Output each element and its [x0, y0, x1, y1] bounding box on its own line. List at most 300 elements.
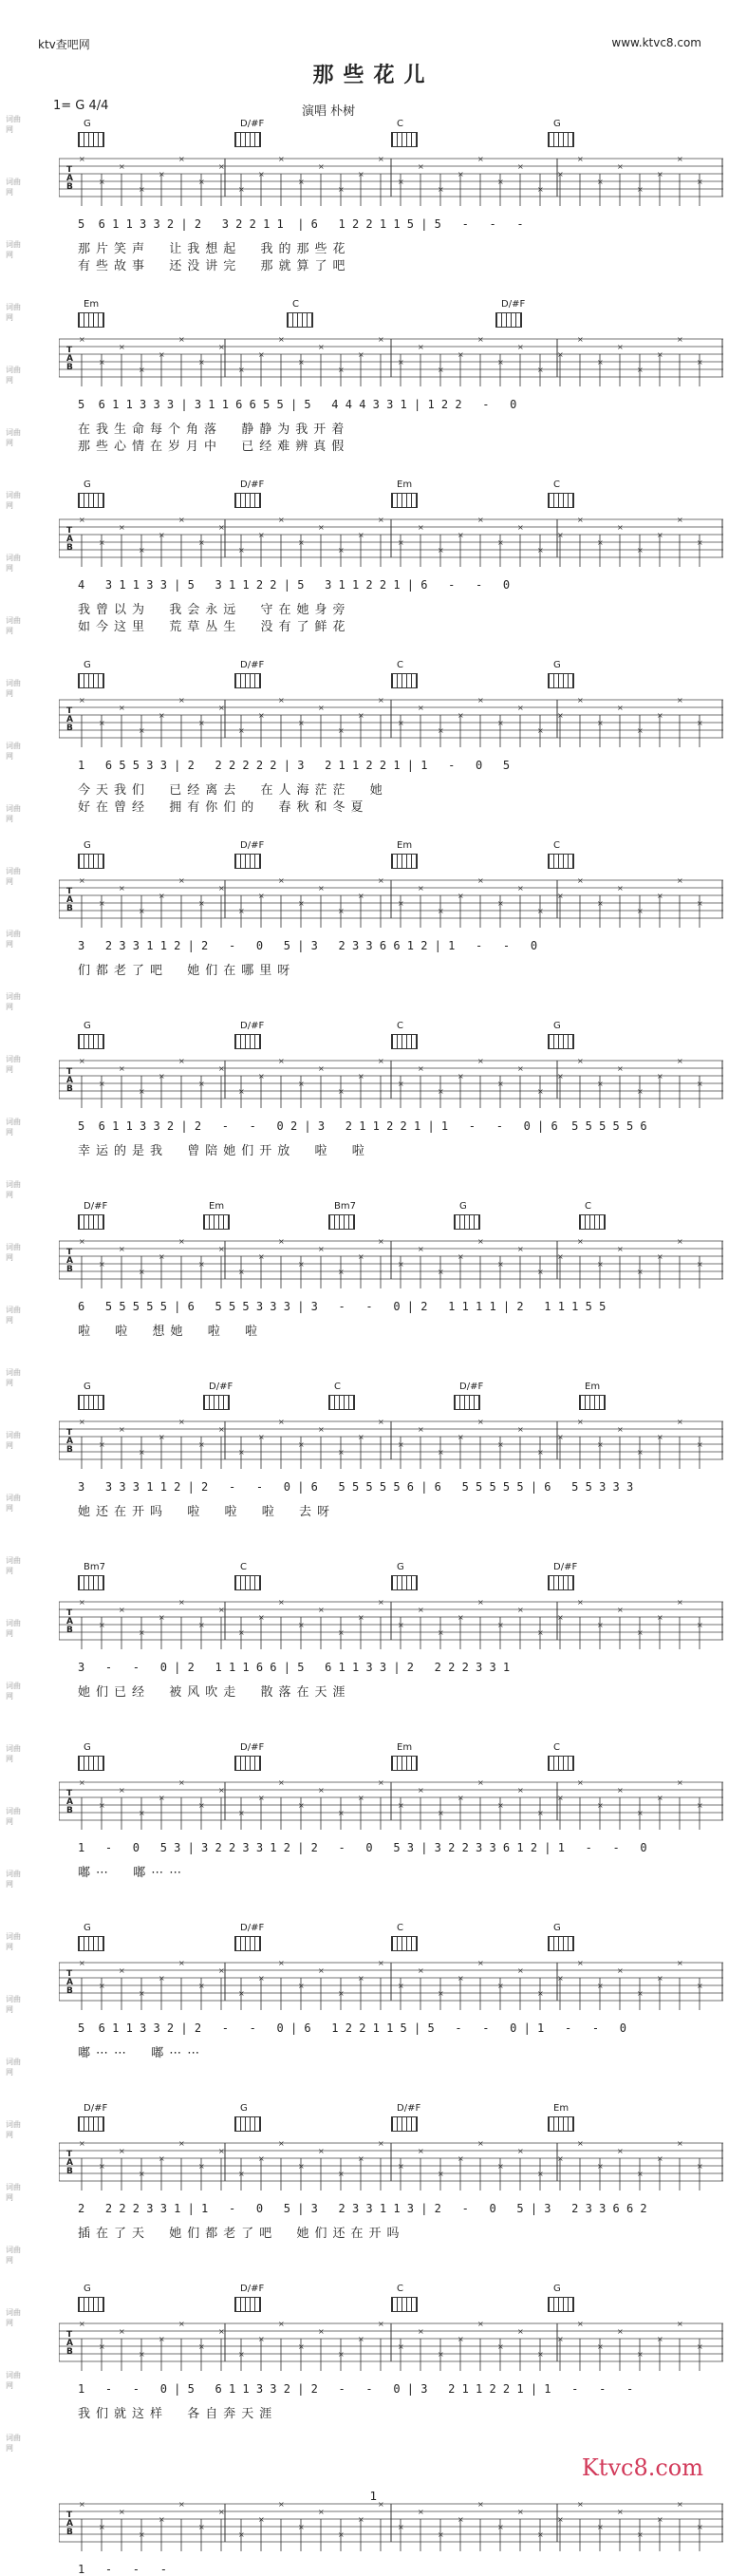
lyric-line: 插在了天 她们都老了吧 她们还在开吗	[78, 2227, 405, 2241]
note-mark: ×	[577, 1778, 584, 1787]
chord-diagram	[391, 132, 418, 147]
note-mark: ×	[577, 2139, 584, 2148]
note-mark: ×	[557, 170, 564, 179]
note-mark: ×	[178, 876, 185, 885]
note-mark: ×	[438, 726, 444, 735]
note-mark: ×	[677, 1598, 683, 1607]
note-mark: ×	[637, 185, 644, 194]
note-mark: ×	[438, 185, 444, 194]
note-mark: ×	[238, 546, 245, 555]
tab-clef: T A B	[66, 526, 73, 553]
chord-label: D/#F	[84, 2103, 108, 2114]
margin-mark: 词曲网	[6, 1368, 21, 1387]
note-mark: ×	[238, 1087, 245, 1096]
note-mark: ×	[517, 523, 524, 532]
chord-diagram	[548, 2116, 574, 2132]
chord-label: G	[84, 1021, 91, 1031]
note-mark: ×	[278, 2139, 285, 2148]
note-mark: ×	[218, 1786, 225, 1795]
note-mark: ×	[358, 1794, 364, 1802]
margin-mark: 词曲网	[6, 742, 21, 761]
note-mark: ×	[119, 884, 125, 893]
margin-mark: 词曲网	[6, 2308, 21, 2327]
note-mark: ×	[198, 1982, 205, 1990]
note-mark: ×	[497, 1801, 504, 1810]
note-mark: ×	[338, 1628, 345, 1637]
margin-mark: 词曲网	[6, 1180, 21, 1199]
tab-clef: T A B	[66, 2330, 73, 2357]
note-mark: ×	[617, 704, 624, 712]
tab-clef: T A B	[66, 1428, 73, 1455]
tab-clef: T A B	[66, 706, 73, 733]
note-mark: ×	[697, 1080, 703, 1088]
chord-diagram	[548, 132, 574, 147]
note-mark: ×	[697, 899, 703, 908]
note-mark: ×	[278, 155, 285, 163]
note-mark: ×	[79, 1057, 85, 1065]
note-mark: ×	[119, 343, 125, 351]
note-mark: ×	[577, 1237, 584, 1246]
note-mark: ×	[477, 1057, 484, 1065]
tab-clef: T A B	[66, 1248, 73, 1274]
chord-label: G	[84, 660, 91, 670]
note-mark: ×	[198, 1801, 205, 1810]
note-mark: ×	[79, 2500, 85, 2509]
note-mark: ×	[697, 1621, 703, 1629]
chord-diagram	[328, 1214, 355, 1230]
note-mark: ×	[218, 1966, 225, 1975]
note-mark: ×	[338, 546, 345, 555]
margin-mark: 词曲网	[6, 992, 21, 1011]
chord-label: C	[553, 1742, 560, 1753]
chord-diagram	[78, 312, 104, 328]
note-mark: ×	[159, 711, 165, 720]
note-mark: ×	[99, 1080, 105, 1088]
chord-diagram	[579, 1395, 606, 1410]
note-mark: ×	[697, 2162, 703, 2171]
note-mark: ×	[198, 1260, 205, 1269]
chord-label: G	[553, 660, 561, 670]
note-mark: ×	[79, 155, 85, 163]
note-mark: ×	[258, 1252, 265, 1261]
note-mark: ×	[159, 2515, 165, 2524]
note-mark: ×	[258, 2515, 265, 2524]
chord-label: Em	[209, 1201, 225, 1212]
note-mark: ×	[238, 1628, 245, 1637]
chord-label: C	[397, 1923, 403, 1933]
tab-staff	[59, 2318, 723, 2375]
note-mark: ×	[677, 2320, 683, 2328]
note-mark: ×	[218, 523, 225, 532]
chord-diagram	[78, 132, 104, 147]
note-mark: ×	[557, 1613, 564, 1622]
note-mark: ×	[338, 726, 345, 735]
margin-mark: 词曲网	[6, 554, 21, 573]
note-mark: ×	[119, 162, 125, 171]
note-mark: ×	[477, 516, 484, 524]
chord-diagram	[391, 2116, 418, 2132]
melody-numbers: 3 2 3 3 1 1 2 | 2 - 0 5 | 3 2 3 3 6 6 1 2 | 1 - - 0	[78, 939, 538, 952]
note-mark: ×	[278, 1057, 285, 1065]
note-mark: ×	[477, 335, 484, 344]
note-mark: ×	[278, 516, 285, 524]
chord-label: Em	[84, 299, 100, 310]
note-mark: ×	[438, 1448, 444, 1457]
note-mark: ×	[139, 1268, 145, 1276]
note-mark: ×	[657, 1613, 663, 1622]
note-mark: ×	[278, 2320, 285, 2328]
chord-label: D/#F	[209, 1382, 233, 1392]
note-mark: ×	[238, 1809, 245, 1817]
tab-staff	[59, 874, 723, 931]
chord-diagram	[391, 1756, 418, 1771]
chord-label: G	[553, 1923, 561, 1933]
note-mark: ×	[198, 2342, 205, 2351]
note-mark: ×	[577, 1057, 584, 1065]
chord-diagram	[548, 1936, 574, 1951]
note-mark: ×	[79, 876, 85, 885]
note-mark: ×	[198, 178, 205, 186]
chord-label: D/#F	[240, 1923, 265, 1933]
lyric-line: 幸运的是我 曾陪她们开放 啦 啦	[78, 1144, 370, 1158]
chord-diagram	[391, 2297, 418, 2312]
chord-label: C	[585, 1201, 591, 1212]
note-mark: ×	[557, 2335, 564, 2343]
note-mark: ×	[537, 1809, 544, 1817]
note-mark: ×	[79, 335, 85, 344]
tab-staff	[59, 1235, 723, 1292]
note-mark: ×	[238, 907, 245, 915]
note-mark: ×	[657, 2335, 663, 2343]
note-mark: ×	[119, 1245, 125, 1253]
note-mark: ×	[298, 1621, 305, 1629]
note-mark: ×	[637, 546, 644, 555]
note-mark: ×	[438, 2170, 444, 2178]
note-mark: ×	[198, 1621, 205, 1629]
note-mark: ×	[258, 1974, 265, 1983]
note-mark: ×	[458, 892, 464, 900]
note-mark: ×	[139, 185, 145, 194]
site-url[interactable]: www.ktvc8.com	[611, 36, 701, 49]
chord-diagram	[78, 854, 104, 869]
margin-mark: 词曲网	[6, 1556, 21, 1575]
note-mark: ×	[218, 2508, 225, 2516]
note-mark: ×	[139, 366, 145, 374]
note-mark: ×	[198, 899, 205, 908]
note-mark: ×	[497, 1080, 504, 1088]
note-mark: ×	[358, 1433, 364, 1441]
note-mark: ×	[358, 711, 364, 720]
note-mark: ×	[458, 2335, 464, 2343]
note-mark: ×	[258, 1613, 265, 1622]
melody-numbers: 1 6 5 5 3 3 | 2 2 2 2 2 2 | 3 2 1 1 2 2 1 | 1 - 0 5	[78, 759, 511, 772]
note-mark: ×	[418, 1786, 424, 1795]
margin-mark: 词曲网	[6, 366, 21, 385]
note-mark: ×	[79, 2320, 85, 2328]
note-mark: ×	[418, 2147, 424, 2155]
chord-label: C	[397, 119, 403, 129]
note-mark: ×	[537, 1087, 544, 1096]
note-mark: ×	[517, 1606, 524, 1614]
note-mark: ×	[218, 2327, 225, 2336]
note-mark: ×	[557, 1433, 564, 1441]
note-mark: ×	[418, 1064, 424, 1073]
chord-diagram	[548, 1034, 574, 1049]
note-mark: ×	[497, 2523, 504, 2531]
note-mark: ×	[238, 2170, 245, 2178]
note-mark: ×	[497, 899, 504, 908]
chord-diagram	[391, 1575, 418, 1590]
note-mark: ×	[198, 538, 205, 547]
note-mark: ×	[238, 366, 245, 374]
margin-mark: 词曲网	[6, 616, 21, 635]
chord-diagram	[548, 1575, 574, 1590]
note-mark: ×	[119, 2147, 125, 2155]
note-mark: ×	[318, 1245, 325, 1253]
note-mark: ×	[278, 1778, 285, 1787]
chord-label: G	[84, 1382, 91, 1392]
note-mark: ×	[338, 1448, 345, 1457]
note-mark: ×	[697, 1260, 703, 1269]
note-mark: ×	[677, 696, 683, 705]
note-mark: ×	[597, 1260, 604, 1269]
note-mark: ×	[477, 1778, 484, 1787]
chord-label: Em	[397, 840, 413, 851]
note-mark: ×	[438, 1989, 444, 1998]
note-mark: ×	[318, 162, 325, 171]
note-mark: ×	[537, 366, 544, 374]
note-mark: ×	[458, 1974, 464, 1983]
note-mark: ×	[258, 2335, 265, 2343]
chord-diagram	[234, 1936, 261, 1951]
note-mark: ×	[597, 2162, 604, 2171]
margin-mark: 词曲网	[6, 2058, 21, 2077]
note-mark: ×	[657, 170, 663, 179]
note-mark: ×	[159, 892, 165, 900]
note-mark: ×	[198, 1080, 205, 1088]
note-mark: ×	[278, 335, 285, 344]
note-mark: ×	[657, 892, 663, 900]
margin-mark: 词曲网	[6, 1682, 21, 1701]
lyric-line: 们都老了吧 她们在哪里呀	[78, 964, 296, 978]
note-mark: ×	[139, 1448, 145, 1457]
note-mark: ×	[458, 1794, 464, 1802]
note-mark: ×	[497, 2162, 504, 2171]
chord-label: D/#F	[240, 479, 265, 490]
note-mark: ×	[458, 2515, 464, 2524]
note-mark: ×	[398, 1621, 404, 1629]
note-mark: ×	[697, 2342, 703, 2351]
melody-numbers: 1 - - 0 | 5 6 1 1 3 3 2 | 2 - - 0 | 3 2 1 1 2 2 1 | 1 - - -	[78, 2382, 634, 2396]
note-mark: ×	[677, 876, 683, 885]
margin-mark: 词曲网	[6, 867, 21, 886]
note-mark: ×	[458, 350, 464, 359]
note-mark: ×	[258, 711, 265, 720]
note-mark: ×	[139, 2530, 145, 2539]
note-mark: ×	[79, 1418, 85, 1426]
chord-label: D/#F	[459, 1382, 484, 1392]
note-mark: ×	[318, 2508, 325, 2516]
chord-label: G	[240, 2103, 248, 2114]
chord-label: G	[84, 2284, 91, 2294]
note-mark: ×	[438, 546, 444, 555]
note-mark: ×	[597, 1801, 604, 1810]
note-mark: ×	[79, 1598, 85, 1607]
note-mark: ×	[557, 711, 564, 720]
chord-label: Em	[553, 2103, 570, 2114]
note-mark: ×	[278, 1598, 285, 1607]
note-mark: ×	[497, 178, 504, 186]
note-mark: ×	[119, 523, 125, 532]
note-mark: ×	[637, 2170, 644, 2178]
note-mark: ×	[677, 2139, 683, 2148]
note-mark: ×	[458, 1252, 464, 1261]
note-mark: ×	[318, 2147, 325, 2155]
note-mark: ×	[298, 1801, 305, 1810]
note-mark: ×	[477, 1598, 484, 1607]
note-mark: ×	[438, 366, 444, 374]
note-mark: ×	[338, 2350, 345, 2359]
chord-label: G	[553, 119, 561, 129]
note-mark: ×	[637, 1268, 644, 1276]
note-mark: ×	[477, 2500, 484, 2509]
note-mark: ×	[677, 1778, 683, 1787]
note-mark: ×	[318, 704, 325, 712]
note-mark: ×	[139, 907, 145, 915]
chord-diagram	[579, 1214, 606, 1230]
chord-diagram	[78, 1575, 104, 1590]
note-mark: ×	[597, 178, 604, 186]
chord-label: C	[553, 479, 560, 490]
melody-numbers: 3 3 3 3 1 1 2 | 2 - - 0 | 6 5 5 5 5 5 6 | 6 5 5 5 5 5 | 6 5 5 3 3 3	[78, 1480, 634, 1494]
note-mark: ×	[178, 1057, 185, 1065]
note-mark: ×	[438, 2530, 444, 2539]
note-mark: ×	[198, 1440, 205, 1449]
tab-staff	[59, 514, 723, 571]
note-mark: ×	[557, 1072, 564, 1081]
note-mark: ×	[338, 185, 345, 194]
note-mark: ×	[697, 1801, 703, 1810]
note-mark: ×	[258, 350, 265, 359]
note-mark: ×	[557, 1974, 564, 1983]
note-mark: ×	[378, 1778, 384, 1787]
margin-mark: 词曲网	[6, 1744, 21, 1763]
note-mark: ×	[298, 1260, 305, 1269]
note-mark: ×	[198, 2523, 205, 2531]
note-mark: ×	[517, 1064, 524, 1073]
note-mark: ×	[517, 1786, 524, 1795]
margin-mark: 词曲网	[6, 2120, 21, 2139]
note-mark: ×	[99, 1440, 105, 1449]
lyric-line: 嘟⋯ 嘟⋯⋯	[78, 1866, 188, 1880]
site-name: ktv查吧网	[38, 38, 90, 51]
chord-diagram	[234, 1034, 261, 1049]
tab-staff	[59, 1777, 723, 1833]
note-mark: ×	[477, 2320, 484, 2328]
note-mark: ×	[358, 1613, 364, 1622]
note-mark: ×	[218, 1425, 225, 1434]
note-mark: ×	[398, 2162, 404, 2171]
tab-clef: T A B	[66, 1067, 73, 1094]
note-mark: ×	[178, 1418, 185, 1426]
note-mark: ×	[657, 1794, 663, 1802]
note-mark: ×	[477, 2139, 484, 2148]
chord-label: D/#F	[84, 1201, 108, 1212]
note-mark: ×	[218, 1606, 225, 1614]
chord-label: D/#F	[501, 299, 526, 310]
tab-staff	[59, 694, 723, 751]
note-mark: ×	[159, 2154, 165, 2163]
melody-numbers: 4 3 1 1 3 3 | 5 3 1 1 2 2 | 5 3 1 1 2 2 1 | 6 - - 0	[78, 578, 511, 592]
page-number: 1	[369, 2490, 378, 2503]
margin-mark: 词曲网	[6, 240, 21, 259]
note-mark: ×	[617, 523, 624, 532]
note-mark: ×	[458, 1433, 464, 1441]
note-mark: ×	[278, 2500, 285, 2509]
note-mark: ×	[119, 1064, 125, 1073]
chord-diagram	[234, 673, 261, 688]
melody-numbers: 2 2 2 2 3 3 1 | 1 - 0 5 | 3 2 3 3 1 1 3 | 2 - 0 5 | 3 2 3 3 6 6 2	[78, 2202, 647, 2215]
note-mark: ×	[79, 1778, 85, 1787]
tab-staff	[59, 2137, 723, 2194]
note-mark: ×	[398, 358, 404, 367]
note-mark: ×	[458, 2154, 464, 2163]
note-mark: ×	[398, 178, 404, 186]
note-mark: ×	[139, 546, 145, 555]
note-mark: ×	[517, 1245, 524, 1253]
note-mark: ×	[318, 884, 325, 893]
site-logo: Ktvc8.com	[581, 2454, 703, 2481]
note-mark: ×	[597, 538, 604, 547]
note-mark: ×	[338, 1989, 345, 1998]
margin-mark: 词曲网	[6, 428, 21, 447]
chord-diagram	[78, 2297, 104, 2312]
margin-mark: 词曲网	[6, 1118, 21, 1137]
note-mark: ×	[617, 1966, 624, 1975]
note-mark: ×	[159, 350, 165, 359]
chord-diagram	[328, 1395, 355, 1410]
note-mark: ×	[597, 1080, 604, 1088]
note-mark: ×	[218, 343, 225, 351]
note-mark: ×	[79, 516, 85, 524]
note-mark: ×	[617, 2327, 624, 2336]
note-mark: ×	[637, 1809, 644, 1817]
note-mark: ×	[398, 2523, 404, 2531]
chord-label: D/#F	[240, 660, 265, 670]
note-mark: ×	[497, 538, 504, 547]
note-mark: ×	[258, 531, 265, 539]
lyric-line: 我曾以为 我会永远 守在她身旁	[78, 603, 351, 617]
note-mark: ×	[99, 2162, 105, 2171]
note-mark: ×	[378, 2320, 384, 2328]
note-mark: ×	[99, 2342, 105, 2351]
note-mark: ×	[477, 1959, 484, 1967]
note-mark: ×	[637, 2530, 644, 2539]
chord-label: C	[397, 1021, 403, 1031]
note-mark: ×	[677, 1418, 683, 1426]
note-mark: ×	[577, 696, 584, 705]
lyric-line: 她们已经 被风吹走 散落在天涯	[78, 1685, 351, 1700]
note-mark: ×	[617, 1245, 624, 1253]
tab-clef: T A B	[66, 165, 73, 192]
note-mark: ×	[418, 523, 424, 532]
chord-diagram	[78, 2116, 104, 2132]
note-mark: ×	[517, 343, 524, 351]
note-mark: ×	[438, 1268, 444, 1276]
margin-mark: 词曲网	[6, 1243, 21, 1262]
chord-label: D/#F	[240, 840, 265, 851]
note-mark: ×	[318, 1966, 325, 1975]
